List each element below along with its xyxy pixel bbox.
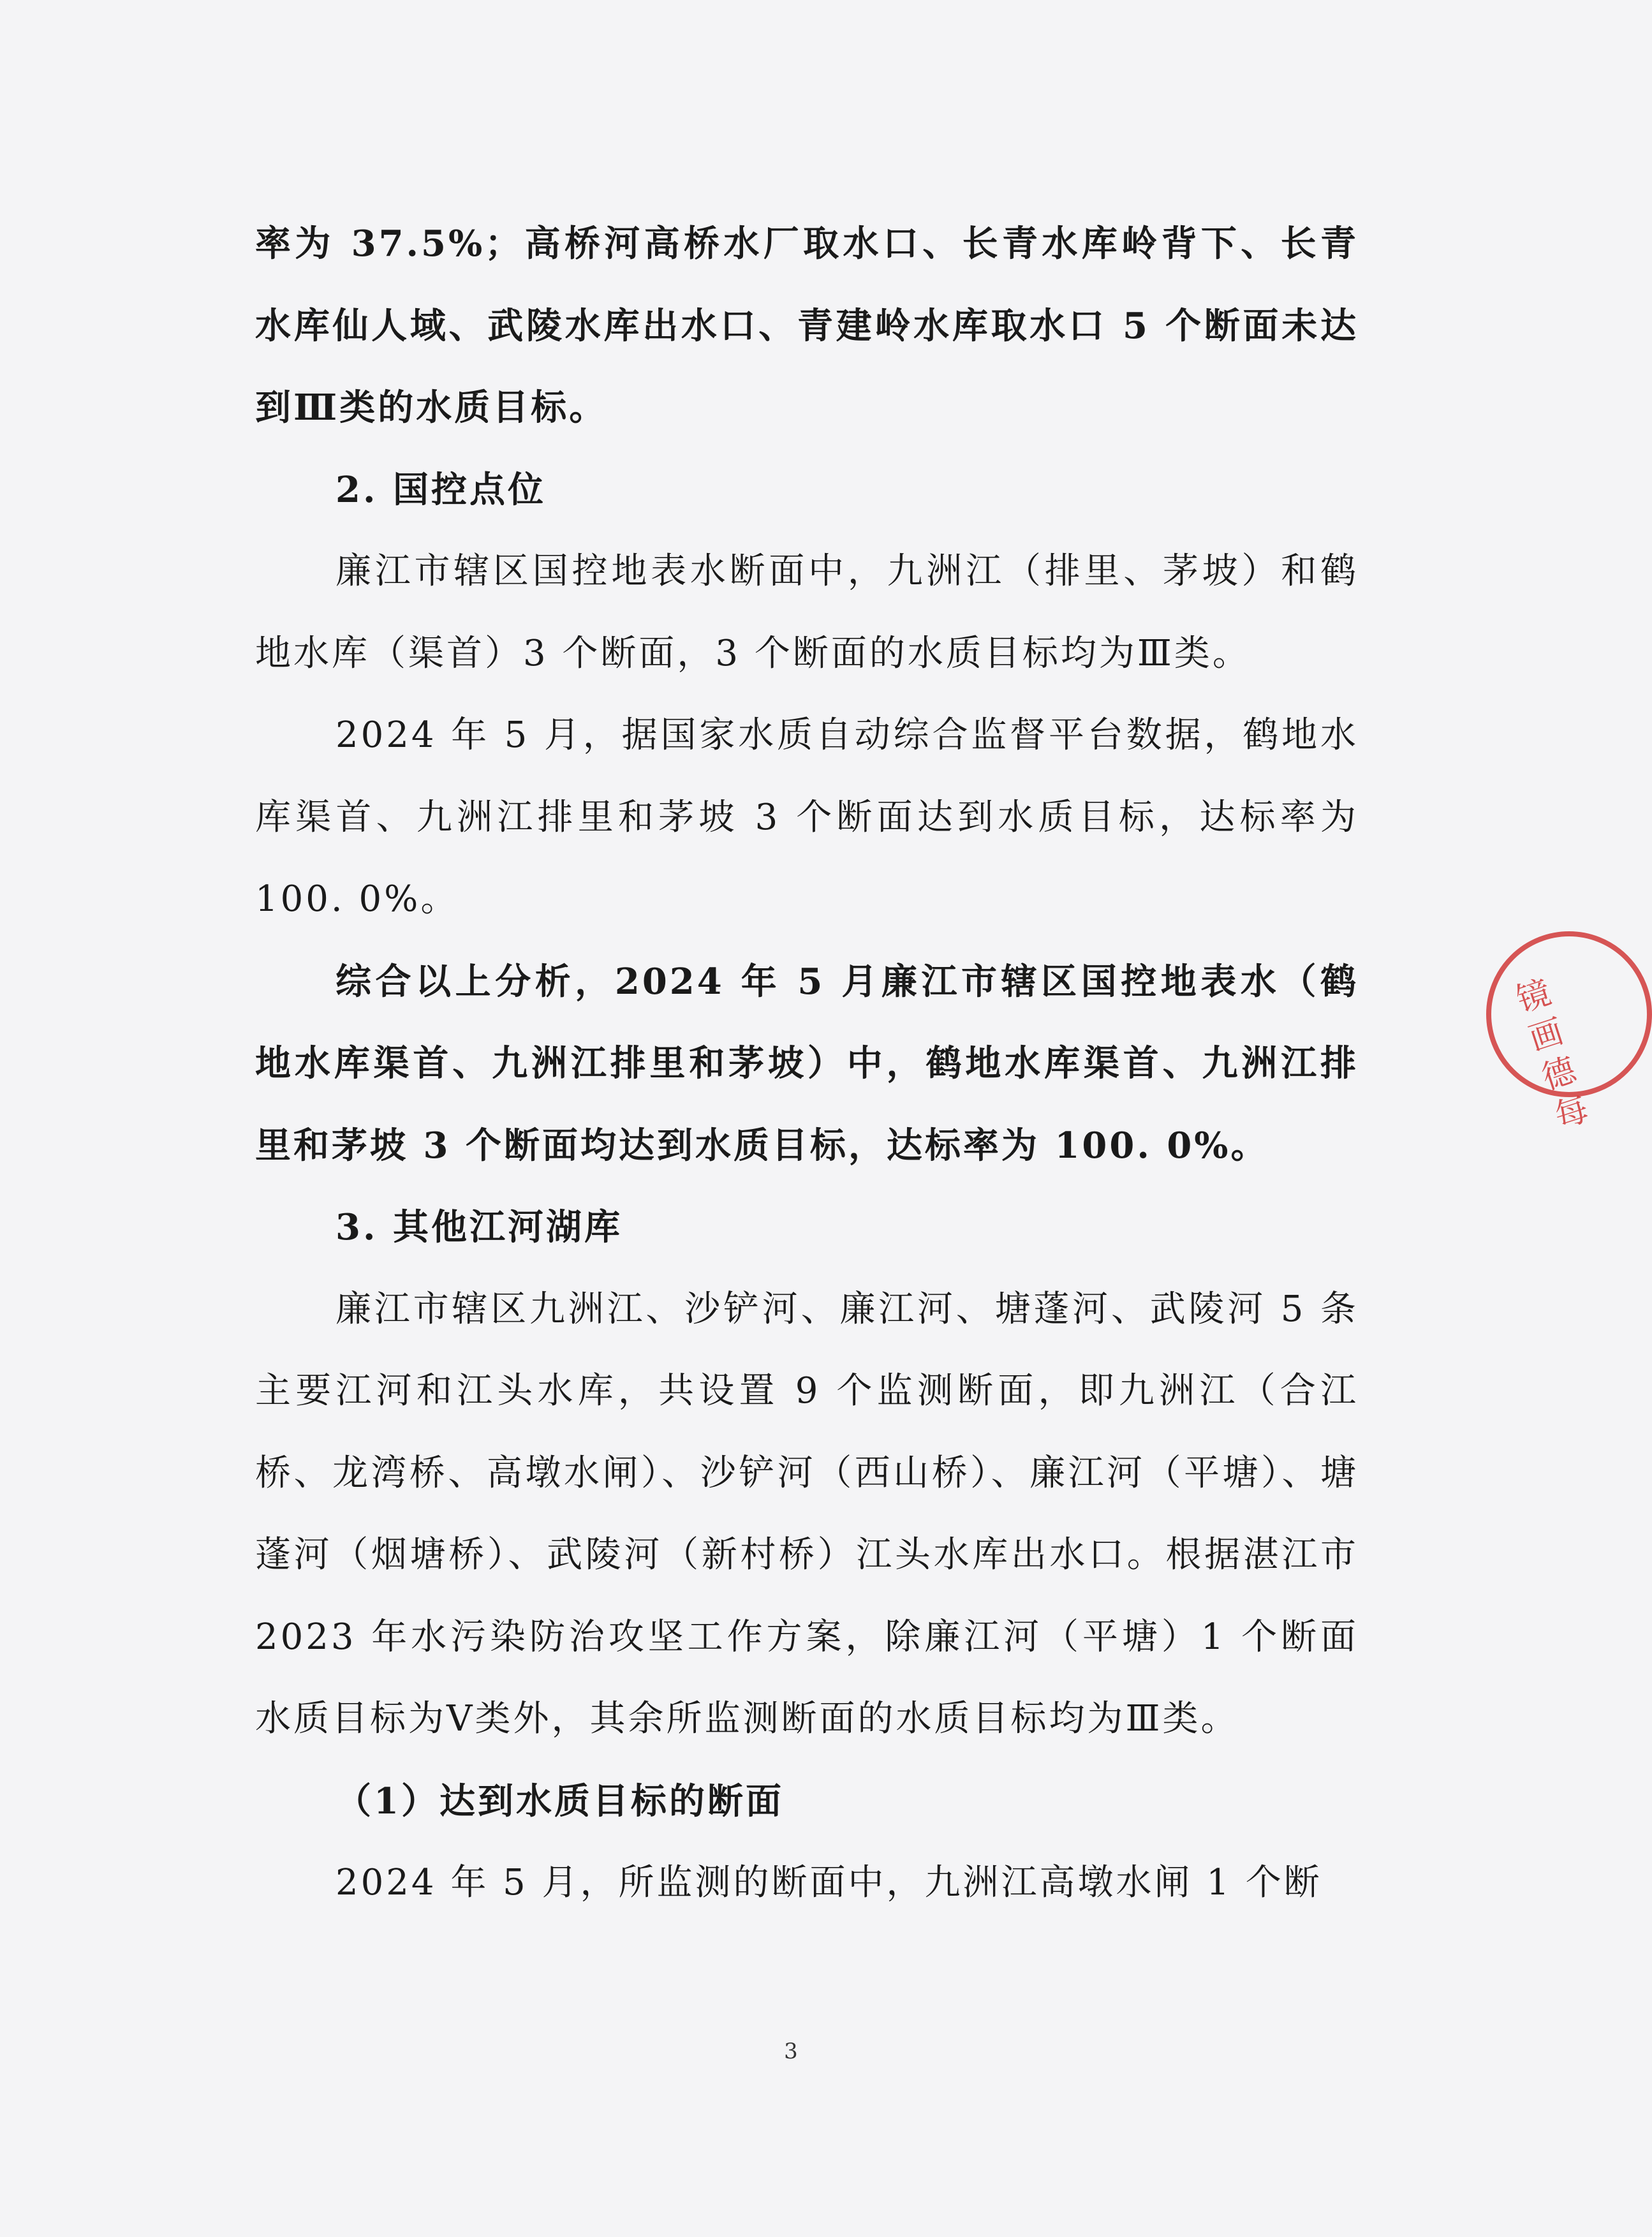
paragraph-other-rivers: 廉江市辖区九洲江、沙铲河、廉江河、塘蓬河、武陵河 5 条主要江河和江头水库，共设置 9 个监测断面，即九洲江（合江桥、龙湾桥、高墩水闸）、沙铲河（西山桥）、廉江河（平塘）、塘蓬河（烟塘桥）、武陵河（新村桥）江头水库出水口。根据湛江市 2023 年水污染防治攻坚工作方案，除廉江河（平塘）1 个断面水质目标为Ⅴ类外，其余所监测断面的水质目标均为Ⅲ类。 (255, 1288, 1359, 1739)
paragraph-national-sections: 廉江市辖区国控地表水断面中，九洲江（排里、茅坡）和鹤地水库（渠首）3 个断面，3 个断面的水质目标均为Ⅲ类。 (255, 550, 1359, 674)
page-number: 3 (784, 2039, 798, 2064)
paragraph-summary: 综合以上分析，2024 年 5 月廉江市辖区国控地表水（鹤地水库渠首、九洲江排里和茅坡）中，鹤地水库渠首、九洲江排里和茅坡 3 个断面均达到水质目标，达标率为 100. 0%。 (255, 960, 1359, 1167)
paragraph-met-targets: 2024 年 5 月，所监测的断面中，九洲江高墩水闸 1 个断 (336, 1862, 1322, 1903)
paragraph-may-2024-data: 2024 年 5 月，据国家水质自动综合监督平台数据，鹤地水库渠首、九洲江排里和茅坡 3 个断面达到水质目标，达标率为 100. 0%。 (255, 714, 1359, 920)
paragraph-continuation: 率为 37.5%；高桥河高桥水厂取水口、长青水库岭背下、长青水库仙人域、武陵水库出水口、青建岭水库取水口 5 个断面未达到Ⅲ类的水质目标。 (255, 223, 1359, 429)
seal-text: 镜 画 德 每 (1512, 973, 1593, 1137)
body-text (255, 203, 1359, 1924)
subheading-met-targets: （1）达到水质目标的断面 (336, 1780, 784, 1822)
section-heading-other-rivers: 3. 其他江河湖库 (336, 1206, 623, 1248)
section-heading-national-points: 2. 国控点位 (336, 468, 546, 511)
